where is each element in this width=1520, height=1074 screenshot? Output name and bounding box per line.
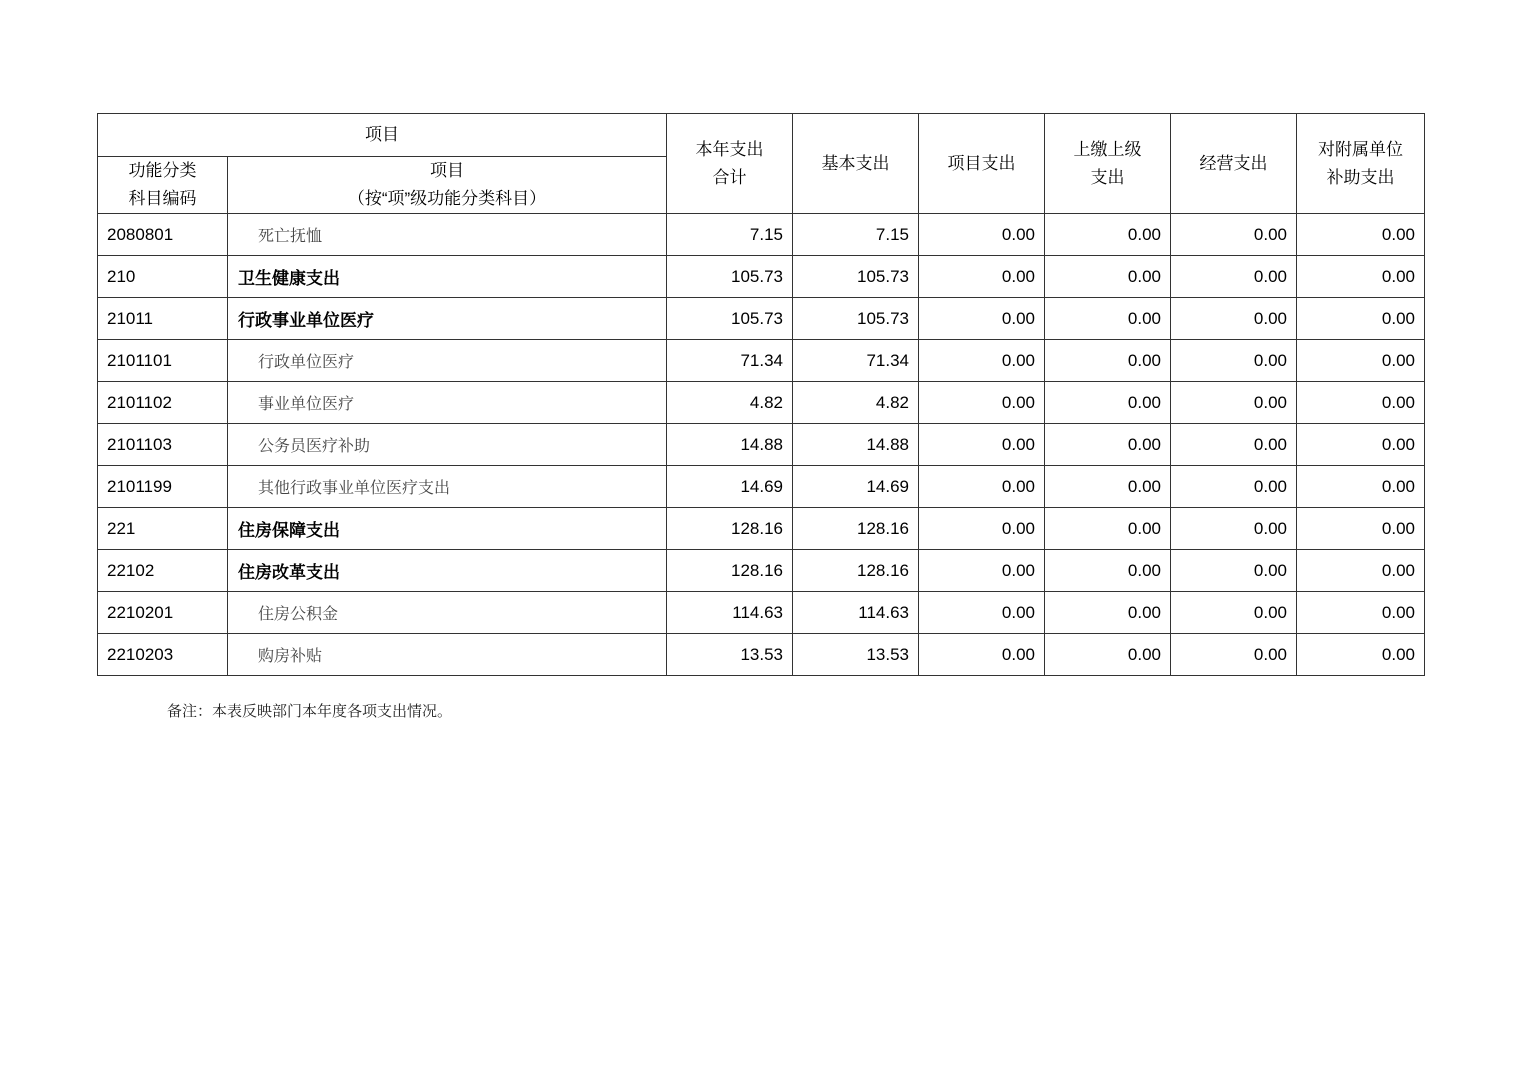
cell-upper: 0.00	[1045, 634, 1171, 676]
table-row	[98, 508, 1425, 550]
cell-project: 0.00	[919, 256, 1045, 298]
cell-code: 221	[98, 508, 228, 550]
cell-name: 其他行政事业单位医疗支出	[228, 466, 667, 508]
cell-subsidy: 0.00	[1297, 214, 1425, 256]
header-code: 功能分类 科目编码	[98, 157, 228, 214]
cell-upper: 0.00	[1045, 298, 1171, 340]
table-row	[98, 592, 1425, 634]
table-row	[98, 340, 1425, 382]
cell-project: 0.00	[919, 298, 1045, 340]
cell-upper: 0.00	[1045, 340, 1171, 382]
cell-code: 2101102	[98, 382, 228, 424]
cell-upper: 0.00	[1045, 382, 1171, 424]
cell-upper: 0.00	[1045, 550, 1171, 592]
cell-total: 105.73	[667, 298, 793, 340]
cell-total: 128.16	[667, 550, 793, 592]
cell-upper: 0.00	[1045, 214, 1171, 256]
cell-subsidy: 0.00	[1297, 550, 1425, 592]
cell-basic: 14.69	[793, 466, 919, 508]
table-row	[98, 466, 1425, 508]
cell-name: 住房改革支出	[228, 550, 667, 592]
header-project-group: 项目	[98, 114, 667, 157]
cell-total: 71.34	[667, 340, 793, 382]
cell-total: 13.53	[667, 634, 793, 676]
cell-business: 0.00	[1171, 298, 1297, 340]
cell-basic: 114.63	[793, 592, 919, 634]
cell-name: 行政事业单位医疗	[228, 298, 667, 340]
cell-subsidy: 0.00	[1297, 382, 1425, 424]
cell-name: 住房公积金	[228, 592, 667, 634]
cell-project: 0.00	[919, 214, 1045, 256]
cell-total: 14.69	[667, 466, 793, 508]
cell-basic: 7.15	[793, 214, 919, 256]
cell-subsidy: 0.00	[1297, 340, 1425, 382]
cell-business: 0.00	[1171, 508, 1297, 550]
header-project: 项目支出	[919, 114, 1045, 214]
cell-business: 0.00	[1171, 634, 1297, 676]
cell-basic: 105.73	[793, 256, 919, 298]
cell-business: 0.00	[1171, 340, 1297, 382]
cell-project: 0.00	[919, 382, 1045, 424]
cell-upper: 0.00	[1045, 466, 1171, 508]
cell-subsidy: 0.00	[1297, 424, 1425, 466]
cell-upper: 0.00	[1045, 592, 1171, 634]
cell-subsidy: 0.00	[1297, 298, 1425, 340]
cell-total: 4.82	[667, 382, 793, 424]
cell-business: 0.00	[1171, 592, 1297, 634]
header-subsidy: 对附属单位 补助支出	[1297, 114, 1425, 214]
cell-code: 21011	[98, 298, 228, 340]
table-row	[98, 634, 1425, 676]
table-row	[98, 214, 1425, 256]
cell-basic: 4.82	[793, 382, 919, 424]
cell-name: 事业单位医疗	[228, 382, 667, 424]
cell-upper: 0.00	[1045, 508, 1171, 550]
cell-business: 0.00	[1171, 382, 1297, 424]
cell-business: 0.00	[1171, 214, 1297, 256]
cell-business: 0.00	[1171, 424, 1297, 466]
expenditure-table	[97, 113, 1425, 676]
header-upper: 上缴上级 支出	[1045, 114, 1171, 214]
cell-business: 0.00	[1171, 466, 1297, 508]
cell-total: 14.88	[667, 424, 793, 466]
cell-code: 22102	[98, 550, 228, 592]
cell-basic: 105.73	[793, 298, 919, 340]
table-row	[98, 382, 1425, 424]
cell-total: 7.15	[667, 214, 793, 256]
cell-project: 0.00	[919, 634, 1045, 676]
cell-name: 住房保障支出	[228, 508, 667, 550]
cell-project: 0.00	[919, 466, 1045, 508]
footnote: 备注：本表反映部门本年度各项支出情况。	[167, 702, 453, 720]
cell-project: 0.00	[919, 424, 1045, 466]
table-row	[98, 298, 1425, 340]
cell-total: 114.63	[667, 592, 793, 634]
header-basic: 基本支出	[793, 114, 919, 214]
table-row	[98, 424, 1425, 466]
cell-code: 2210201	[98, 592, 228, 634]
cell-name: 购房补贴	[228, 634, 667, 676]
cell-subsidy: 0.00	[1297, 592, 1425, 634]
cell-basic: 128.16	[793, 508, 919, 550]
cell-code: 2080801	[98, 214, 228, 256]
cell-business: 0.00	[1171, 550, 1297, 592]
cell-name: 死亡抚恤	[228, 214, 667, 256]
cell-code: 210	[98, 256, 228, 298]
table-row	[98, 550, 1425, 592]
cell-subsidy: 0.00	[1297, 256, 1425, 298]
cell-business: 0.00	[1171, 256, 1297, 298]
cell-code: 2210203	[98, 634, 228, 676]
header-business: 经营支出	[1171, 114, 1297, 214]
cell-project: 0.00	[919, 340, 1045, 382]
cell-code: 2101199	[98, 466, 228, 508]
cell-basic: 128.16	[793, 550, 919, 592]
header-name: 项目 （按“项”级功能分类科目）	[228, 157, 667, 214]
cell-basic: 71.34	[793, 340, 919, 382]
cell-project: 0.00	[919, 550, 1045, 592]
cell-code: 2101103	[98, 424, 228, 466]
header-total: 本年支出 合计	[667, 114, 793, 214]
cell-basic: 13.53	[793, 634, 919, 676]
cell-name: 卫生健康支出	[228, 256, 667, 298]
cell-upper: 0.00	[1045, 424, 1171, 466]
cell-subsidy: 0.00	[1297, 466, 1425, 508]
cell-project: 0.00	[919, 592, 1045, 634]
cell-total: 128.16	[667, 508, 793, 550]
cell-name: 公务员医疗补助	[228, 424, 667, 466]
table-row	[98, 256, 1425, 298]
cell-basic: 14.88	[793, 424, 919, 466]
cell-subsidy: 0.00	[1297, 508, 1425, 550]
cell-name: 行政单位医疗	[228, 340, 667, 382]
cell-subsidy: 0.00	[1297, 634, 1425, 676]
cell-total: 105.73	[667, 256, 793, 298]
cell-project: 0.00	[919, 508, 1045, 550]
cell-upper: 0.00	[1045, 256, 1171, 298]
cell-code: 2101101	[98, 340, 228, 382]
